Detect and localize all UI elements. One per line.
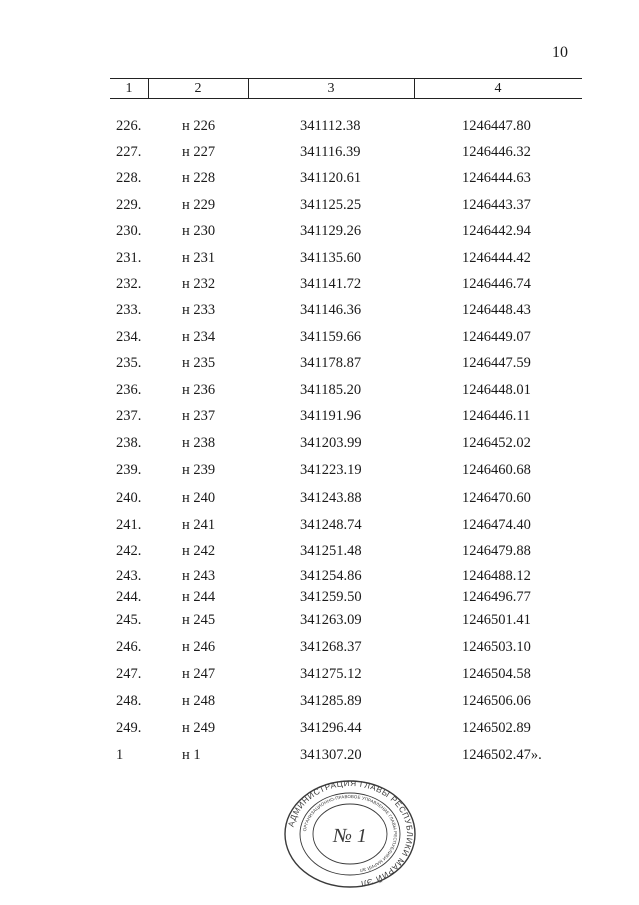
- coordinate-y: 1246460.68: [462, 462, 531, 478]
- table-row: [0, 329, 639, 349]
- coordinate-x: 341254.86: [300, 568, 362, 584]
- coordinate-y: 1246446.32: [462, 144, 531, 160]
- coordinate-x: 341285.89: [300, 693, 362, 709]
- point-name: н 232: [182, 276, 216, 292]
- row-index: 227.: [116, 144, 142, 160]
- seal-inner-text: ОРГАНИЗАЦИОННО-ПРАВОВОЕ УПРАВЛЕНИЕ ГЛАВЫ РЕСПУБЛИКИ МАРИЙ ЭЛ: [302, 793, 399, 874]
- coordinate-y: 1246470.60: [462, 490, 531, 506]
- coordinate-y: 1246503.10: [462, 639, 531, 655]
- coordinate-y: 1246446.74: [462, 276, 531, 292]
- table-row: [0, 302, 639, 322]
- row-index: 238.: [116, 435, 142, 451]
- coordinate-y: 1246506.06: [462, 693, 531, 709]
- point-name: н 247: [182, 666, 216, 682]
- row-index: 234.: [116, 329, 142, 345]
- row-index: 236.: [116, 382, 142, 398]
- table-row: [0, 517, 639, 537]
- coordinate-x: 341178.87: [300, 355, 362, 371]
- header-cell-4: 4: [494, 81, 502, 96]
- row-index: 231.: [116, 250, 142, 266]
- row-index: 239.: [116, 462, 142, 478]
- coordinate-x: 341223.19: [300, 462, 362, 478]
- row-index: 241.: [116, 517, 142, 533]
- coordinate-x: 341129.26: [300, 223, 362, 239]
- table-row: [0, 435, 639, 455]
- table-row: [0, 170, 639, 190]
- point-name: н 238: [182, 435, 216, 451]
- table-row: [0, 639, 639, 659]
- table-row: [0, 666, 639, 686]
- table-row: [0, 693, 639, 713]
- point-name: н 233: [182, 302, 216, 318]
- coordinate-y: 1246446.11: [462, 408, 531, 424]
- seal-number: № 1: [333, 825, 367, 847]
- row-index: 228.: [116, 170, 142, 186]
- point-name: н 230: [182, 223, 216, 239]
- table-row: [0, 118, 639, 138]
- row-index: 233.: [116, 302, 142, 318]
- point-name: н 249: [182, 720, 216, 736]
- row-index: 237.: [116, 408, 142, 424]
- coordinate-x: 341275.12: [300, 666, 362, 682]
- row-index: 1: [116, 747, 124, 763]
- coordinate-y: 1246448.01: [462, 382, 531, 398]
- coordinate-x: 341307.20: [300, 747, 362, 763]
- coordinate-y: 1246448.43: [462, 302, 531, 318]
- table-header: [110, 78, 582, 99]
- coordinate-x: 341263.09: [300, 612, 362, 628]
- row-index: 246.: [116, 639, 142, 655]
- coordinate-x: 341259.50: [300, 589, 362, 605]
- coordinate-x: 341159.66: [300, 329, 362, 345]
- point-name: н 246: [182, 639, 216, 655]
- table-row: [0, 144, 639, 164]
- table-row: [0, 490, 639, 510]
- point-name: н 245: [182, 612, 216, 628]
- table-row: [0, 720, 639, 740]
- row-index: 235.: [116, 355, 142, 371]
- header-cell-2: 2: [194, 81, 202, 96]
- point-name: н 228: [182, 170, 216, 186]
- point-name: н 234: [182, 329, 216, 345]
- coordinate-x: 341296.44: [300, 720, 362, 736]
- official-seal: [283, 779, 417, 889]
- row-index: 245.: [116, 612, 142, 628]
- coordinate-x: 341135.60: [300, 250, 362, 266]
- table-row: [0, 747, 639, 767]
- seal-outer-text: АДМИНИСТРАЦИЯ ГЛАВЫ РЕСПУБЛИКИ МАРИЙ ЭЛ: [286, 779, 415, 889]
- coordinate-y: 1246504.58: [462, 666, 531, 682]
- coordinate-x: 341125.25: [300, 197, 362, 213]
- point-name: н 242: [182, 543, 216, 559]
- point-name: н 241: [182, 517, 216, 533]
- coordinate-x: 341141.72: [300, 276, 362, 292]
- coordinate-y: 1246444.42: [462, 250, 531, 266]
- coordinate-y: 1246474.40: [462, 517, 531, 533]
- point-name: н 229: [182, 197, 216, 213]
- coordinate-x: 341120.61: [300, 170, 362, 186]
- coordinate-x: 341251.48: [300, 543, 362, 559]
- coordinate-y: 1246444.63: [462, 170, 531, 186]
- point-name: н 226: [182, 118, 216, 134]
- point-name: н 248: [182, 693, 216, 709]
- table-row: [0, 197, 639, 217]
- coordinate-x: 341248.74: [300, 517, 362, 533]
- coordinate-y: 1246502.89: [462, 720, 531, 736]
- coordinate-y: 1246449.07: [462, 329, 531, 345]
- coordinate-y: 1246442.94: [462, 223, 531, 239]
- row-index: 249.: [116, 720, 142, 736]
- table-row: [0, 568, 639, 588]
- coordinate-y: 1246496.77: [462, 589, 531, 605]
- row-index: 229.: [116, 197, 142, 213]
- table-row: [0, 223, 639, 243]
- row-index: 232.: [116, 276, 142, 292]
- coordinate-y: 1246447.59: [462, 355, 531, 371]
- coordinate-x: 341185.20: [300, 382, 362, 398]
- point-name: н 237: [182, 408, 216, 424]
- coordinate-x: 341203.99: [300, 435, 362, 451]
- header-cell-3: 3: [327, 81, 335, 96]
- table-row: [0, 276, 639, 296]
- coordinate-x: 341191.96: [300, 408, 362, 424]
- point-name: н 231: [182, 250, 216, 266]
- point-name: н 235: [182, 355, 216, 371]
- coordinate-x: 341146.36: [300, 302, 362, 318]
- point-name: н 236: [182, 382, 216, 398]
- table-row: [0, 408, 639, 428]
- coordinate-y: 1246479.88: [462, 543, 531, 559]
- coordinate-x: 341268.37: [300, 639, 362, 655]
- table-row: [0, 382, 639, 402]
- row-index: 248.: [116, 693, 142, 709]
- coordinate-x: 341243.88: [300, 490, 362, 506]
- coordinate-y: 1246452.02: [462, 435, 531, 451]
- point-name: н 227: [182, 144, 216, 160]
- coordinate-x: 341116.39: [300, 144, 361, 160]
- page-number: 10: [552, 44, 568, 61]
- coordinate-y: 1246443.37: [462, 197, 531, 213]
- point-name: н 243: [182, 568, 216, 584]
- row-index: 226.: [116, 118, 142, 134]
- row-index: 242.: [116, 543, 142, 559]
- point-name: н 239: [182, 462, 216, 478]
- coordinate-y: 1246488.12: [462, 568, 531, 584]
- row-index: 244.: [116, 589, 142, 605]
- table-row: [0, 250, 639, 270]
- header-cell-1: 1: [125, 81, 133, 96]
- table-row: [0, 612, 639, 632]
- row-index: 230.: [116, 223, 142, 239]
- coordinate-x: 341112.38: [300, 118, 361, 134]
- row-index: 243.: [116, 568, 142, 584]
- table-row: [0, 462, 639, 482]
- table-row: [0, 589, 639, 609]
- point-name: н 1: [182, 747, 201, 763]
- row-index: 247.: [116, 666, 142, 682]
- point-name: н 244: [182, 589, 216, 605]
- row-index: 240.: [116, 490, 142, 506]
- coordinate-y: 1246447.80: [462, 118, 531, 134]
- point-name: н 240: [182, 490, 216, 506]
- coordinate-y: 1246501.41: [462, 612, 531, 628]
- table-row: [0, 543, 639, 563]
- table-row: [0, 355, 639, 375]
- coordinate-y: 1246502.47».: [462, 747, 542, 763]
